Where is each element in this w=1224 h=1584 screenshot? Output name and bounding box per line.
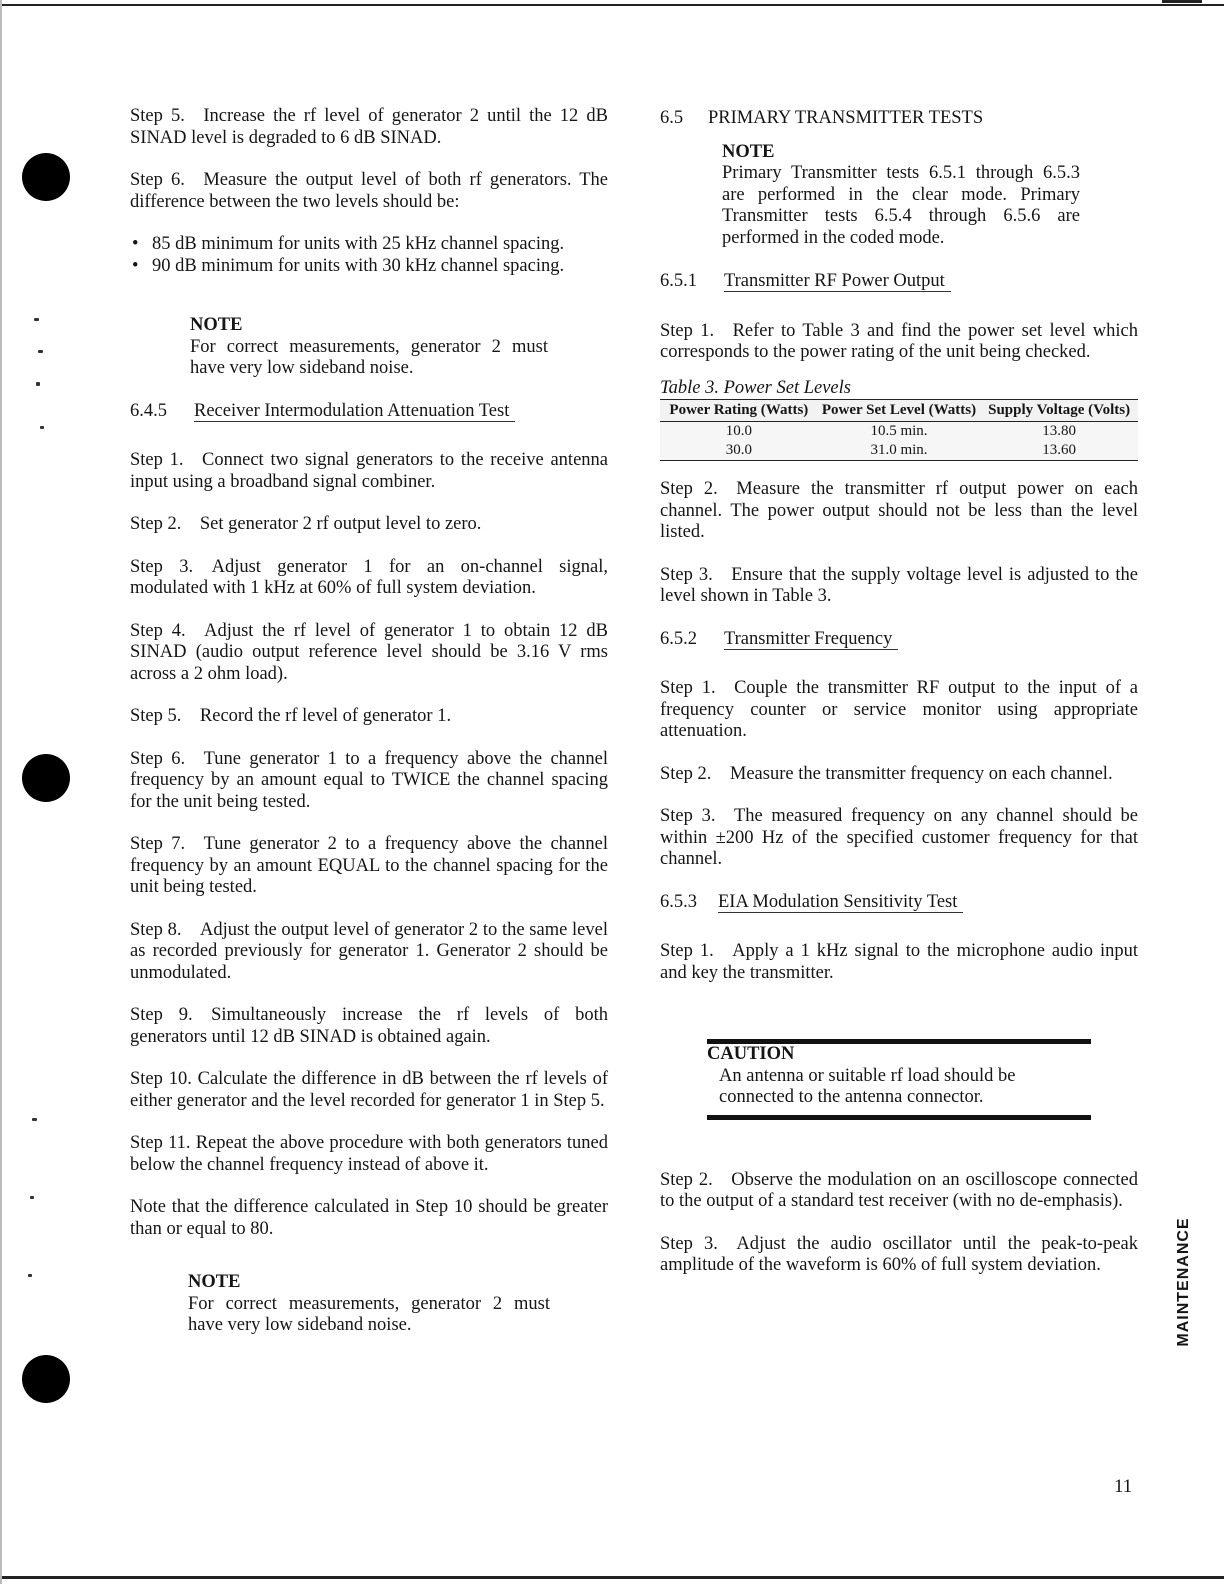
note-block (660, 142, 1138, 250)
note-body: Primary Transmitter tests 6.5.1 through 6.5.3 are performed in the clear mode. Primary Transmitter tests 6.5.4 through 6.5.6 are performed in the coded mode. (722, 163, 1080, 248)
step-paragraph: Step 2. Set generator 2 rf output level to zero. (130, 514, 482, 534)
section-number: 6.4.5 (130, 400, 167, 421)
note-body: For correct measurements, generator 2 must have very low sideband noise. (188, 1293, 550, 1335)
step-paragraph: Step 3. Adjust the audio oscillator until the peak-to-peak amplitude of the waveform is 60% of full system deviation. (660, 1233, 1138, 1275)
table-cell: 10.5 min. (818, 422, 981, 442)
note-block-1 (130, 315, 608, 380)
left-edge (0, 0, 2, 1584)
table-cell: 13.80 (980, 422, 1138, 442)
section-title: Transmitter RF Power Output (724, 271, 951, 292)
right-column (660, 108, 1138, 1277)
bottom-rule (0, 1576, 1224, 1579)
caution-bottom-bar (707, 1115, 1091, 1120)
punch-hole-middle (22, 754, 70, 802)
note-block-2 (130, 1272, 608, 1337)
note-title: NOTE (190, 315, 243, 335)
bullet-item: • 85 dB minimum for units with 25 kHz channel spacing. (130, 234, 608, 256)
section-number: 6.5 (660, 108, 684, 128)
step-paragraph: Step 2. Measure the transmitter rf output power on each channel. The power output should not be less than the level listed. (660, 479, 1138, 542)
section-number: 6.5.1 (660, 271, 697, 291)
top-rule (0, 4, 1224, 6)
top-rule-end (1162, 0, 1202, 3)
step5-paragraph: Step 5. Increase the rf level of generator 2 until the 12 dB SINAD level is degraded to 6 dB SINAD. (130, 106, 608, 148)
scan-speck (40, 426, 44, 429)
caution-title: CAUTION (707, 1044, 795, 1064)
step-paragraph: Step 3. The measured frequency on any channel should be within ±200 Hz of the specified customer frequency for that channel. (660, 806, 1138, 869)
scan-speck (38, 350, 43, 353)
table-header: Supply Voltage (Volts) (980, 400, 1138, 422)
section-title: PRIMARY TRANSMITTER TESTS (708, 108, 984, 128)
section-6-5-2-heading (660, 629, 1138, 651)
note-title: NOTE (188, 1272, 241, 1292)
power-set-table (660, 399, 1138, 461)
table-header: Power Set Level (Watts) (818, 400, 981, 422)
step-paragraph: Step 1. Apply a 1 kHz signal to the microphone audio input and key the transmitter. (660, 941, 1138, 983)
section-6-5-3-heading (660, 892, 1138, 914)
bullet-item: • 90 dB minimum for units with 30 kHz channel spacing. (130, 256, 608, 278)
left-column (130, 106, 608, 1337)
step-paragraph: Step 4. Adjust the rf level of generator 1 to obtain 12 dB SINAD (audio output reference level should be 3.16 V rms across a 2 ohm load). (130, 620, 608, 684)
note-body: For correct measurements, generator 2 must have very low sideband noise. (190, 336, 548, 378)
step-paragraph: Step 2. Measure the transmitter frequency on each channel. (660, 763, 1113, 784)
maintenance-side-tab (1172, 1212, 1196, 1352)
step-paragraph: Step 1. Connect two signal generators to the receive antenna input using a broadband signal combiner. (130, 450, 608, 492)
section-6-5-heading (660, 108, 1138, 130)
step-paragraph: Step 11. Repeat the above procedure with both generators tuned below the channel frequency instead of above it. (130, 1133, 608, 1175)
step6-paragraph: Step 6. Measure the output level of both rf generators. The difference between the two levels should be: (130, 170, 608, 212)
section-number: 6.5.3 (660, 891, 697, 912)
bullet-list (130, 234, 608, 277)
section-title: Receiver Intermodulation Attenuation Test (194, 401, 515, 422)
section-6-4-5-heading (130, 401, 608, 423)
step-paragraph: Step 7. Tune generator 2 to a frequency above the channel frequency by an amount EQUAL to the channel spacing for the unit being tested. (130, 834, 608, 897)
caution-body: An antenna or suitable rf load should be connected to the antenna connector. (719, 1065, 1016, 1107)
punch-hole-top (22, 153, 70, 201)
table-header: Power Rating (Watts) (660, 400, 818, 422)
step-paragraph: Step 10. Calculate the difference in dB between the rf levels of either generator and the level recorded for generator 1 in Step 5. (130, 1069, 608, 1111)
punch-hole-bottom (22, 1355, 70, 1403)
step-paragraph: Step 5. Record the rf level of generator 1. (130, 706, 452, 726)
closing-note-paragraph: Note that the difference calculated in Step 10 should be greater than or equal to 80. (130, 1197, 608, 1239)
page-number: 11 (1114, 1476, 1133, 1497)
step-paragraph: Step 1. Couple the transmitter RF output to the input of a frequency counter or service monitor using appropriate attenuation. (660, 678, 1138, 741)
scan-speck (28, 1274, 32, 1277)
table-cell: 10.0 (660, 422, 818, 442)
table-caption: Table 3. Power Set Levels (660, 377, 851, 398)
section-number: 6.5.2 (660, 628, 697, 649)
section-title: EIA Modulation Sensitivity Test (718, 892, 963, 913)
table-row (660, 422, 1138, 442)
step-paragraph: Step 3. Adjust generator 1 for an on-channel signal, modulated with 1 kHz at 60% of full system deviation. (130, 556, 608, 598)
step-paragraph: Step 8. Adjust the output level of generator 2 to the same level as recorded previously for generator 1. Generator 2 should be unmodulated. (130, 919, 608, 983)
table-cell: 13.60 (980, 441, 1138, 460)
step-paragraph: Step 3. Ensure that the supply voltage level is adjusted to the level shown in Table 3. (660, 564, 1138, 606)
table-row (660, 441, 1138, 460)
step-paragraph: Step 1. Refer to Table 3 and find the power set level which corresponds to the power rating of the unit being checked. (660, 320, 1138, 362)
step-paragraph: Step 9. Simultaneously increase the rf levels of both generators until 12 dB SINAD is obtained again. (130, 1005, 608, 1047)
section-6-5-1-heading (660, 271, 1138, 293)
section-title: Transmitter Frequency (724, 629, 898, 650)
note-title: NOTE (722, 141, 775, 162)
scan-speck (36, 382, 40, 386)
scan-speck (34, 318, 39, 321)
step-paragraph: Step 2. Observe the modulation on an oscilloscope connected to the output of a standard test receiver (with no de-emphasis). (660, 1169, 1138, 1211)
table-cell: 31.0 min. (818, 441, 981, 460)
side-tab-label: MAINTENANCE (1175, 1217, 1192, 1347)
scan-speck (30, 1196, 34, 1199)
caution-block (707, 1039, 1091, 1120)
table-cell: 30.0 (660, 441, 818, 460)
table (660, 400, 1138, 460)
step-paragraph: Step 6. Tune generator 1 to a frequency above the channel frequency by an amount equal to TWICE the channel spacing for the unit being tested. (130, 748, 608, 812)
scan-speck (32, 1118, 37, 1121)
